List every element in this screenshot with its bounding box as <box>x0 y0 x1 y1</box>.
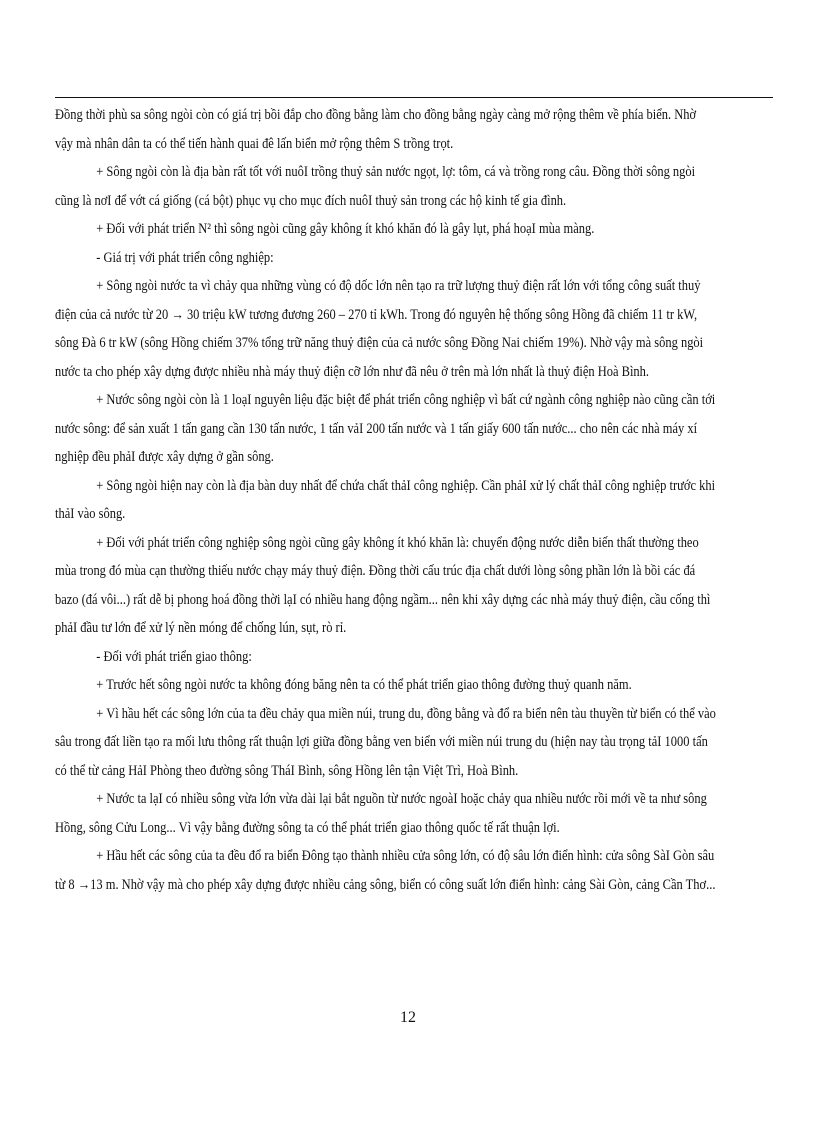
text-line: Hồng, sông Cửu Long... Vì vậy bằng đường sông ta có thể phát triển giao thông quốc tế rất thuận lợi. <box>55 819 560 836</box>
page-number: 12 <box>400 1009 416 1026</box>
text-line: phảI đầu tư lớn để xử lý nền móng để chống lún, sụt, rò rỉ. <box>55 620 347 636</box>
text-line: Đồng thời phù sa sông ngòi còn có giá trị bồi đắp cho đồng bằng làm cho đồng bằng ngày càng mở rộng thêm về phía biển. Nhờ <box>55 107 697 123</box>
text-line: + Sông ngòi còn là địa bàn rất tốt với nuôI trồng thuỷ sản nước ngọt, lợ: tôm, cá và trồng rong câu. Đồng thời sông ngòi <box>96 164 696 180</box>
text-line: thảI vào sông. <box>55 506 126 522</box>
body-text <box>55 101 773 899</box>
top-rule <box>55 97 773 98</box>
text-line: từ 8 →13 m. Nhờ vậy mà cho phép xây dựng được nhiều cảng sông, biển có công suất lớn điển hình: cảng Sài Gòn, cảng Cần Thơ... <box>55 876 716 893</box>
text-line: - Đối với phát triển giao thông: <box>96 648 252 665</box>
text-line: - Giá trị với phát triển công nghiệp: <box>96 249 274 266</box>
text-line: có thể từ cảng HảI Phòng theo đường sông TháI Bình, sông Hồng lên tận Việt Trì, Hoà Bình. <box>55 762 519 779</box>
text-line: + Sông ngòi hiện nay còn là địa bàn duy nhất để chứa chất thảI công nghiệp. Cần phảI xử lý chất thảI công nghiệp trước khi <box>96 477 716 494</box>
text-line: mùa trong đó mùa cạn thường thiếu nước chạy máy thuỷ điện. Đồng thời cấu trúc địa chất dưới lòng sông phần lớn là bồi các đá <box>55 563 696 579</box>
text-line: + Nước ta lạI có nhiều sông vừa lớn vừa dài lại bắt nguồn từ nước ngoàI hoặc chảy qua nhiều nước rồi mới về ta như sông <box>96 791 707 807</box>
text-line: nước sông: để sản xuất 1 tấn gang cần 130 tấn nước, 1 tấn vảI 200 tấn nước và 1 tấn giấy 600 tấn nước... cho nên các nhà máy xí <box>55 420 698 437</box>
text-line: nước ta cho phép xây dựng được nhiều nhà máy thuỷ điện cỡ lớn như đã nêu ở trên mà lớn nhất là thuỷ điện Hoà Bình. <box>55 363 650 380</box>
text-line: bazo (đá vôi...) rất dễ bị phong hoá đồng thời lạI có nhiều hang động ngầm... nên khi xây dựng các nhà máy thuỷ điện, cầu cống thì <box>55 591 711 608</box>
text-line: sâu trong đất liền tạo ra mối lưu thông rất thuận lợi giữa đồng bằng ven biển với miền núi trung du (hiện nay tàu trọng tảI 1000 tấn <box>55 734 708 750</box>
text-line: + Trước hết sông ngòi nước ta không đóng băng nên ta có thể phát triển giao thông đường thuỷ quanh năm. <box>96 677 632 693</box>
text-line: + Sông ngòi nước ta vì chảy qua những vùng có độ dốc lớn nên tạo ra trữ lượng thuỷ điện rất lớn với tổng công suất thuỷ <box>96 278 701 294</box>
text-line: + Đối với phát triển công nghiệp sông ngòi cũng gây không ít khó khăn là: chuyển động nước diễn biến thất thường theo <box>96 534 699 551</box>
text-line: cũng là nơI để vớt cá giống (cá bột) phục vụ cho mục đích nuôI thuỷ sản trong các hộ kinh tế gia đình. <box>55 192 567 209</box>
text-line: + Nước sông ngòi còn là 1 loạI nguyên liệu đặc biệt để phát triển công nghiệp vì bất cứ ngành công nghiệp nào cũng cần tới <box>96 392 716 408</box>
text-line: + Hầu hết các sông của ta đều đổ ra biển Đông tạo thành nhiều cửa sông lớn, có độ sâu lớn điển hình: cửa sông SàI Gòn sâu <box>96 848 715 864</box>
text-line: sông Đà 6 tr kW (sông Hồng chiếm 37% tổng trữ năng thuỷ điện của cả nước sông Đồng Nai chiếm 19%). Nhờ vậy mà sông ngòi <box>55 335 704 351</box>
text-line: + Vì hầu hết các sông lớn của ta đều chảy qua miền núi, trung du, đồng bằng và đổ ra biển nên tàu thuyền từ biển có thể vào <box>96 705 716 722</box>
text-line: điện của cả nước từ 20 → 30 triệu kW tương đương 260 – 270 tỉ kWh. Trong đó nguyên hệ thống sông Hồng đã chiếm 11 tr kW, <box>55 306 698 323</box>
text-line: vậy mà nhân dân ta có thể tiến hành quai đê lấn biển mở rộng thêm S trồng trọt. <box>55 135 454 152</box>
text-line: + Đối với phát triển N² thì sông ngòi cũng gây không ít khó khăn đó là gây lụt, phá hoạI mùa màng. <box>96 221 595 237</box>
text-line: nghiệp đều phảI được xây dựng ở gần sông. <box>55 449 274 465</box>
